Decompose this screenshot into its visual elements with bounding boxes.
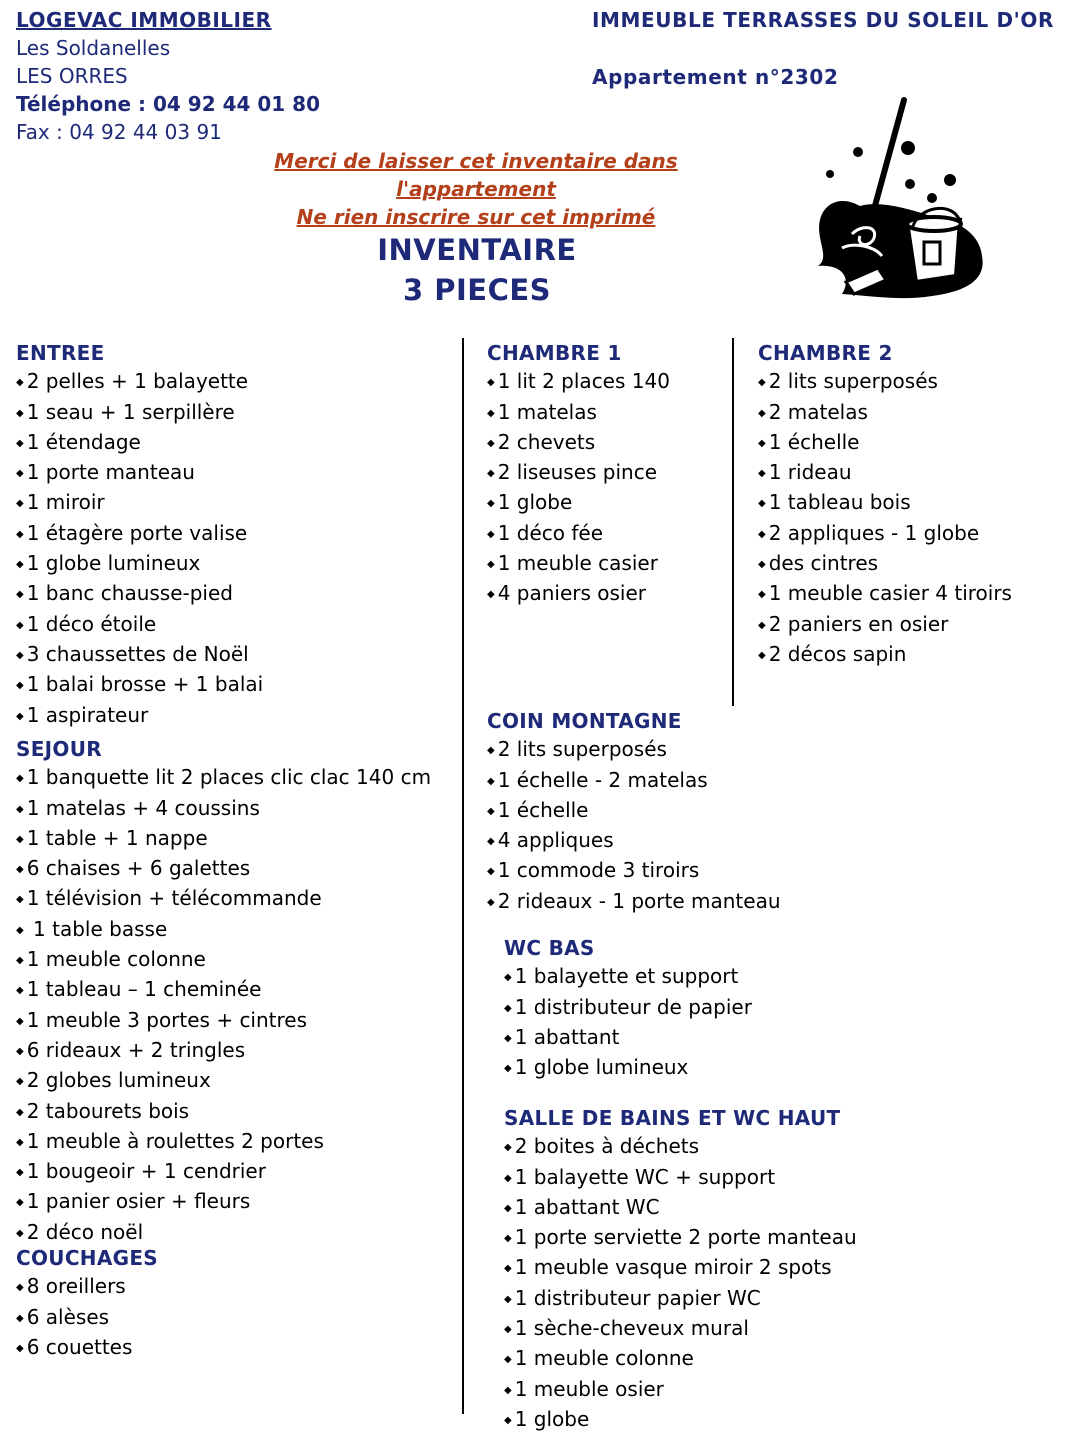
list-item: ◆ 1 miroir xyxy=(16,488,263,518)
title-line-1: INVENTAIRE xyxy=(377,233,577,267)
list-item: ◆ 1 meuble casier 4 tiroirs xyxy=(758,579,1012,609)
list-item: ◆ 2 appliques - 1 globe xyxy=(758,519,1012,549)
list-item: ◆ 1 sèche-cheveux mural xyxy=(504,1314,857,1344)
list-item: ◆ 2 pelles + 1 balayette xyxy=(16,367,263,397)
list-item: ◆ 2 matelas xyxy=(758,398,1012,428)
list-item: ◆ 1 déco fée xyxy=(487,519,670,549)
list-item: ◆ 1 bougeoir + 1 cendrier xyxy=(16,1157,431,1187)
list-item: ◆ 1 télévision + télécommande xyxy=(16,884,431,914)
list-item: ◆ 1 rideau xyxy=(758,458,1012,488)
list-item: ◆ 1 meuble 3 portes + cintres xyxy=(16,1006,431,1036)
agency-block xyxy=(16,6,320,146)
list-item: ◆ 6 alèses xyxy=(16,1303,158,1333)
section-salle-de-bains xyxy=(504,1104,857,1435)
address-line-2: LES ORRES xyxy=(16,64,128,88)
list-item: ◆ 1 distributeur de papier xyxy=(504,993,752,1023)
section-chambre-2 xyxy=(758,339,1012,670)
list-item: ◆ 2 rideaux - 1 porte manteau xyxy=(487,887,781,917)
list-item: ◆ 3 chaussettes de Noël xyxy=(16,640,263,670)
cleaning-mop-bucket-icon xyxy=(812,96,988,306)
notice-line-1: Merci de laisser cet inventaire dans l'appartement xyxy=(274,149,678,201)
notice-line-2: Ne rien inscrire sur cet imprimé xyxy=(296,205,656,229)
list-item: ◆ 8 oreillers xyxy=(16,1272,158,1302)
building-name: IMMEUBLE TERRASSES DU SOLEIL D'OR xyxy=(592,8,1054,32)
list-item: ◆ 1 tableau – 1 cheminée xyxy=(16,975,431,1005)
notice xyxy=(196,147,756,231)
list-item: ◆ 6 chaises + 6 galettes xyxy=(16,854,431,884)
list-item: ◆ 2 boites à déchets xyxy=(504,1132,857,1162)
section-wc-bas xyxy=(504,934,752,1083)
list-item: ◆ 1 étendage xyxy=(16,428,263,458)
list-item: ◆ 1 globe xyxy=(504,1405,857,1435)
section-title: CHAMBRE 2 xyxy=(758,341,893,365)
list-item: ◆ 1 balai brosse + 1 balai xyxy=(16,670,263,700)
section-title: COUCHAGES xyxy=(16,1246,158,1270)
list-item: ◆ 1 porte manteau xyxy=(16,458,263,488)
column-divider-right xyxy=(732,338,734,706)
address-line-1: Les Soldanelles xyxy=(16,36,171,60)
list-item: ◆ 1 globe lumineux xyxy=(504,1053,752,1083)
section-title: CHAMBRE 1 xyxy=(487,341,622,365)
list-item: ◆ 4 appliques xyxy=(487,826,781,856)
list-item: ◆ 1 banc chausse-pied xyxy=(16,579,263,609)
list-item: ◆ 2 liseuses pince xyxy=(487,458,670,488)
section-chambre-1 xyxy=(487,339,670,610)
list-item: ◆ 1 meuble osier xyxy=(504,1375,857,1405)
list-item: ◆ 1 meuble casier xyxy=(487,549,670,579)
list-item: ◆ 2 chevets xyxy=(487,428,670,458)
list-item: ◆ 1 meuble à roulettes 2 portes xyxy=(16,1127,431,1157)
section-title: WC BAS xyxy=(504,936,595,960)
list-item: ◆ 2 déco noël xyxy=(16,1218,431,1248)
section-title: ENTREE xyxy=(16,341,105,365)
list-item: ◆ 1 échelle - 2 matelas xyxy=(487,766,781,796)
list-item: ◆ 1 meuble vasque miroir 2 spots xyxy=(504,1253,857,1283)
list-item: ◆ 1 meuble colonne xyxy=(504,1344,857,1374)
list-item: ◆ 1 globe lumineux xyxy=(16,549,263,579)
apartment-number: Appartement n°2302 xyxy=(592,65,839,89)
list-item: ◆ 1 banquette lit 2 places clic clac 140 cm xyxy=(16,763,431,793)
column-divider-left xyxy=(462,338,464,1414)
list-item: ◆ 1 table basse xyxy=(16,915,431,945)
list-item: ◆ 1 matelas + 4 coussins xyxy=(16,794,431,824)
list-item: ◆ 1 balayette WC + support xyxy=(504,1163,857,1193)
list-item: ◆ 2 paniers en osier xyxy=(758,610,1012,640)
list-item: ◆ 1 aspirateur xyxy=(16,701,263,731)
list-item: ◆ 1 déco étoile xyxy=(16,610,263,640)
list-item: ◆ 2 globes lumineux xyxy=(16,1066,431,1096)
section-title: SEJOUR xyxy=(16,737,102,761)
list-item: ◆ 1 panier osier + fleurs xyxy=(16,1187,431,1217)
list-item: ◆ 1 matelas xyxy=(487,398,670,428)
title-line-2: 3 PIECES xyxy=(402,273,552,307)
list-item: ◆ 1 commode 3 tiroirs xyxy=(487,856,781,886)
list-item: ◆ 2 décos sapin xyxy=(758,640,1012,670)
list-item: ◆ 1 meuble colonne xyxy=(16,945,431,975)
list-item: ◆ 1 étagère porte valise xyxy=(16,519,263,549)
list-item: ◆ 1 abattant xyxy=(504,1023,752,1053)
list-item: ◆ 1 distributeur papier WC xyxy=(504,1284,857,1314)
list-item: ◆ 1 échelle xyxy=(487,796,781,826)
fax-number: Fax : 04 92 44 03 91 xyxy=(16,120,222,144)
section-coin-montagne xyxy=(487,707,781,917)
list-item: ◆ des cintres xyxy=(758,549,1012,579)
section-title: SALLE DE BAINS ET WC HAUT xyxy=(504,1106,841,1130)
list-item: ◆ 1 échelle xyxy=(758,428,1012,458)
company-name: LOGEVAC IMMOBILIER xyxy=(16,8,272,32)
list-item: ◆ 6 couettes xyxy=(16,1333,158,1363)
list-item: ◆ 2 lits superposés xyxy=(758,367,1012,397)
list-item: ◆ 1 lit 2 places 140 xyxy=(487,367,670,397)
section-entree xyxy=(16,339,263,731)
list-item: ◆ 1 tableau bois xyxy=(758,488,1012,518)
list-item: ◆ 1 balayette et support xyxy=(504,962,752,992)
list-item: ◆ 4 paniers osier xyxy=(487,579,670,609)
list-item: ◆ 6 rideaux + 2 tringles xyxy=(16,1036,431,1066)
page-title xyxy=(300,230,654,310)
list-item: ◆ 2 lits superposés xyxy=(487,735,781,765)
list-item: ◆ 1 seau + 1 serpillère xyxy=(16,398,263,428)
list-item: ◆ 1 porte serviette 2 porte manteau xyxy=(504,1223,857,1253)
list-item: ◆ 1 abattant WC xyxy=(504,1193,857,1223)
section-couchages xyxy=(16,1244,158,1363)
phone-number: Téléphone : 04 92 44 01 80 xyxy=(16,92,321,116)
section-title: COIN MONTAGNE xyxy=(487,709,682,733)
list-item: ◆ 2 tabourets bois xyxy=(16,1097,431,1127)
property-block xyxy=(592,6,1054,91)
list-item: ◆ 1 table + 1 nappe xyxy=(16,824,431,854)
section-sejour xyxy=(16,735,431,1248)
list-item: ◆ 1 globe xyxy=(487,488,670,518)
